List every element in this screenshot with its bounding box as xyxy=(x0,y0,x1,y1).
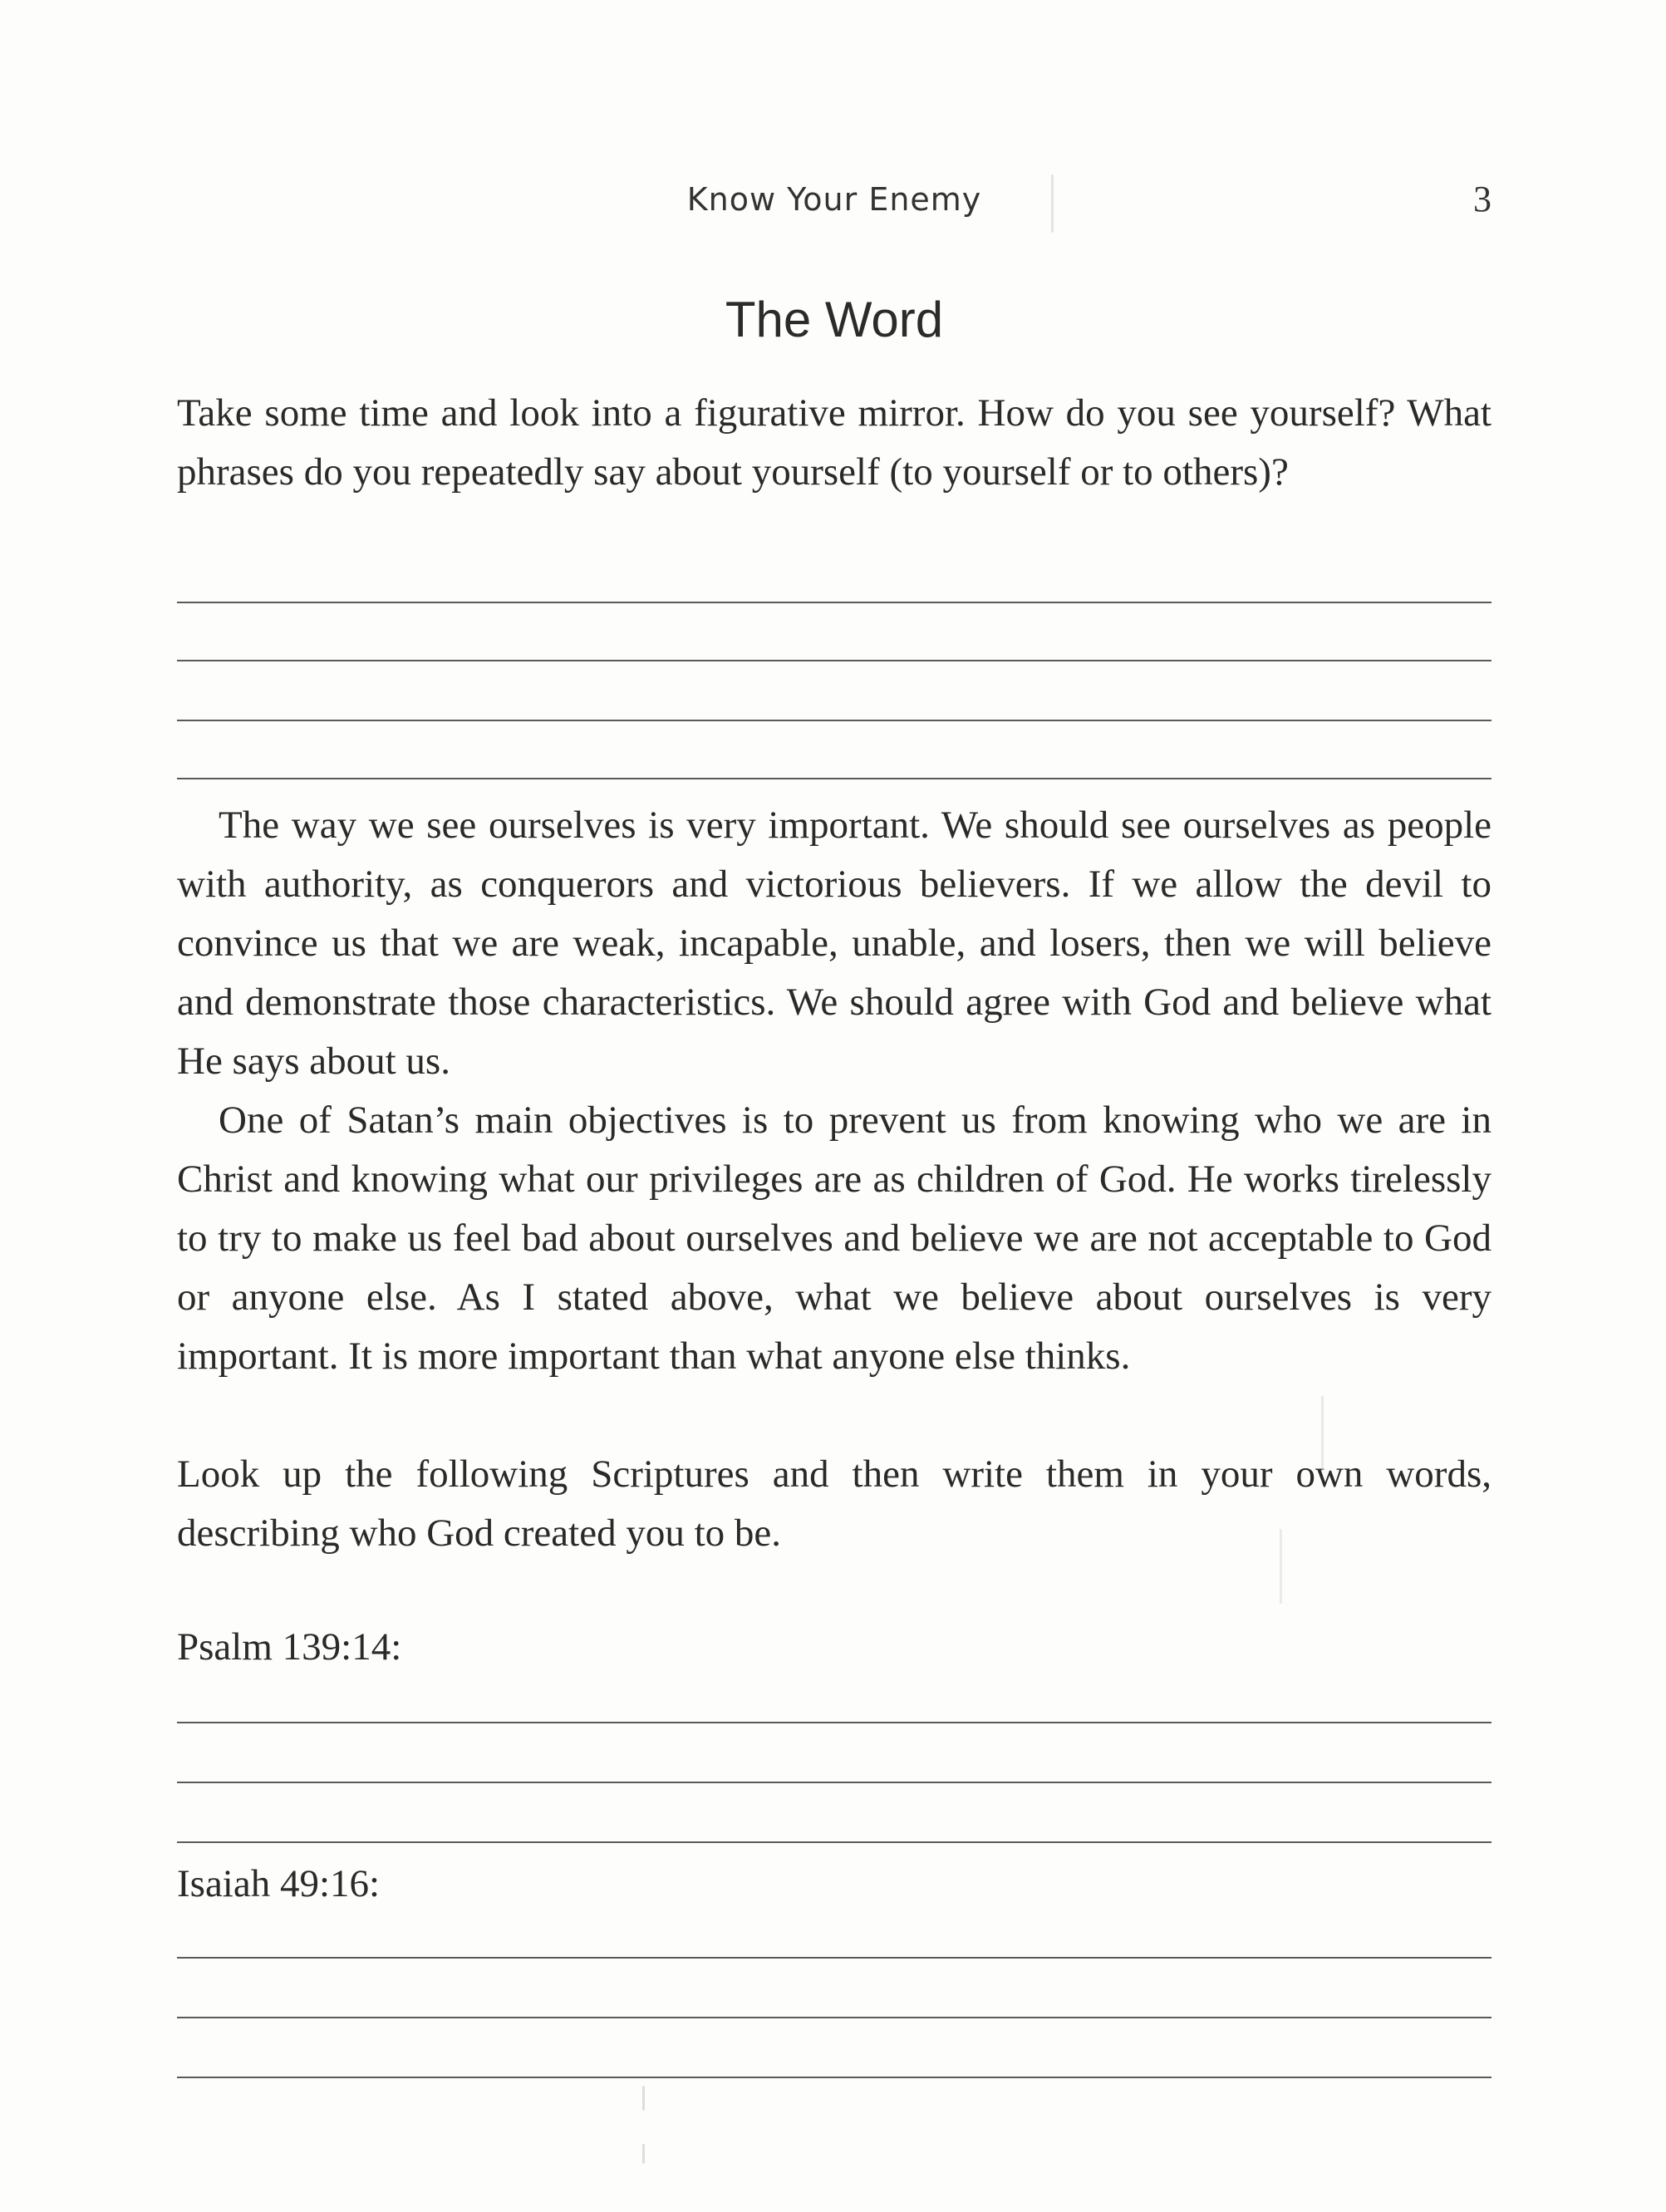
scan-mark xyxy=(1051,175,1054,233)
scripture-label-psalm: Psalm 139:14: xyxy=(177,1625,402,1669)
answer-line[interactable] xyxy=(177,1841,1492,1843)
answer-line[interactable] xyxy=(177,778,1492,779)
answer-line[interactable] xyxy=(177,602,1492,603)
reflection-prompt: Take some time and look into a figurative mirror. How do you see yourself? What phrases do you repeatedly say about yourself (to yourself or to others)? xyxy=(177,391,1492,494)
answer-line[interactable] xyxy=(177,1722,1492,1723)
running-header xyxy=(177,181,1492,231)
body-paragraph: The way we see ourselves is very important. We should see ourselves as people with authority, as conquerors and victorious believers. If we allow the devil to convince us that we are weak, incapable, unable, and losers, then we will believe and demonstrate those characteristics. We should agree with God and believe what He says about us. xyxy=(177,804,1492,1083)
answer-line[interactable] xyxy=(177,1957,1492,1959)
scan-mark xyxy=(642,2086,645,2111)
scan-mark xyxy=(642,2144,645,2164)
answer-line[interactable] xyxy=(177,660,1492,661)
body-paragraph: One of Satan’s main objectives is to prevent us from knowing who we are in Christ and knowing what our privileges are as children of God. He works tirelessly to try to make us feel bad about ourselves and believe we are not acceptable to God or anyone else. As I stated above, what we believe about ourselves is very important. It is more important than what anyone else thinks. xyxy=(177,1099,1492,1378)
answer-line[interactable] xyxy=(177,2077,1492,2078)
scripture-label-isaiah: Isaiah 49:16: xyxy=(177,1862,381,1905)
answer-line[interactable] xyxy=(177,720,1492,721)
scan-mark xyxy=(1280,1529,1282,1604)
scan-mark xyxy=(1321,1396,1324,1471)
answer-line[interactable] xyxy=(177,2017,1492,2018)
answer-line[interactable] xyxy=(177,1782,1492,1783)
scripture-instructions: Look up the following Scriptures and then write them in your own words, describing who God created you to be. xyxy=(177,1453,1492,1555)
section-heading: The Word xyxy=(725,292,944,347)
running-title: Know Your Enemy xyxy=(686,181,982,218)
page-number: 3 xyxy=(1473,179,1492,219)
